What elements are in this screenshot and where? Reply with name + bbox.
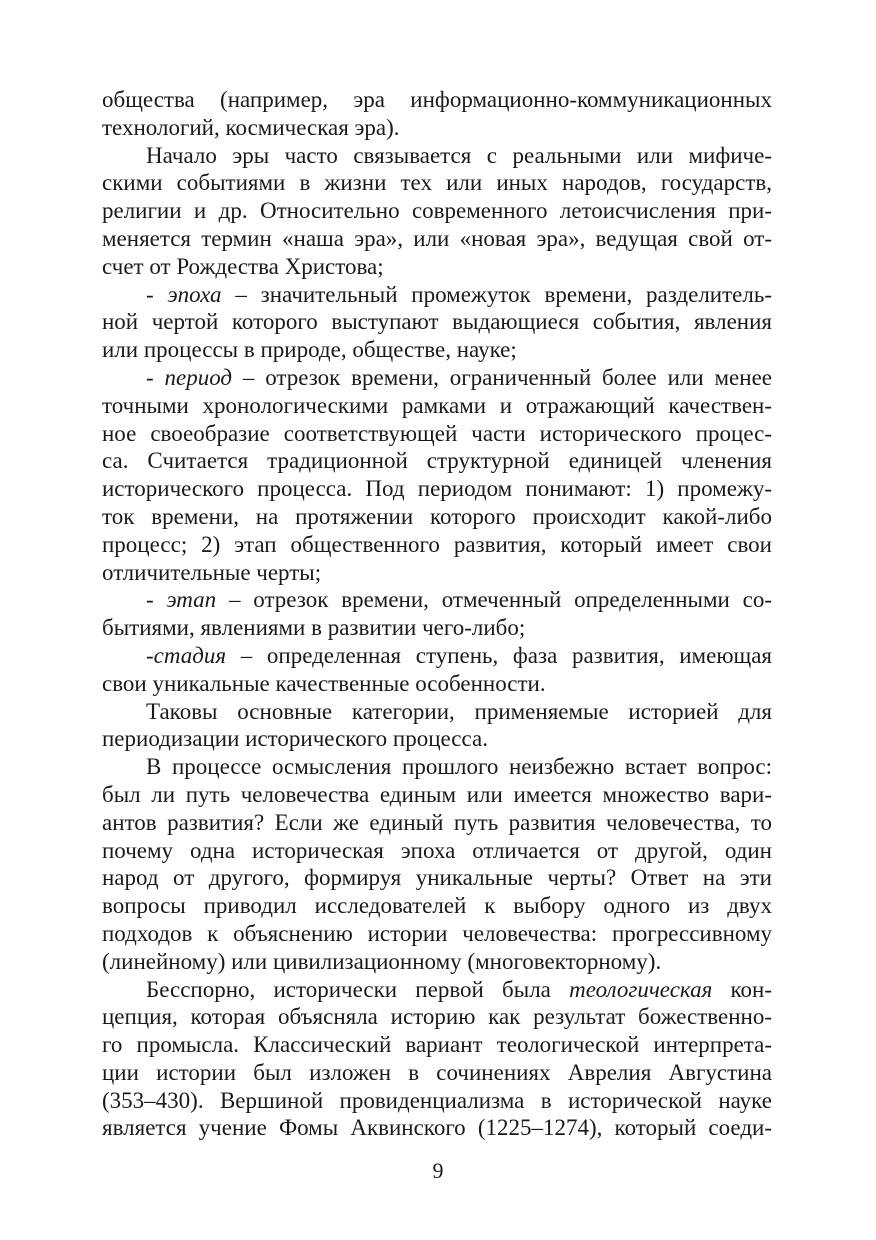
text-line: антов развития? Если же единый путь развития человечества, то [102,809,772,835]
paragraph-era-examples [102,86,772,142]
paragraph-approaches-question [102,753,772,975]
text-line: точными хронологическими рамками и отражающий качествен- [102,392,772,418]
term-period: период [164,364,233,390]
text-line: В процессе осмысления прошлого неизбежно встает вопрос: [146,754,772,780]
text-line: ции истории был изложен в сочинениях Аврелия Августина [102,1059,772,1085]
text-line: общества (например, эра информационно-коммуникационных [102,87,772,112]
text-line: Начало эры часто связывается с реальными или мифиче- [146,142,772,168]
text-line: был ли путь человечества единым или имеется множество вари- [102,781,772,807]
text-line: технологий, космическая эра). [102,114,400,140]
text-line: народ от другого, формируя уникальные черты? Ответ на эти [102,865,772,891]
text-line: религии и др. Относительно современного летоисчисления при- [102,198,772,224]
text-line: ной чертой которого выступают выдающиеся события, явления [102,309,772,335]
text-line: -стадия – определенная ступень, фаза развития, имеющая [146,642,772,668]
term-epoch: эпоха [167,281,222,307]
paragraph-stage-definition [102,586,772,642]
term-stage: этап [166,587,217,613]
paragraph-period-definition [102,364,772,586]
term-theological: теологическая [569,976,713,1002]
text-line: или процессы в природе, обществе, науке; [102,337,517,363]
text-line: процесс; 2) этап общественного развития, который имеет свои [102,531,772,557]
text-line: счет от Рождества Христова; [102,253,384,279]
text-line: подходов к объяснению истории человечества: прогрессивному [102,920,772,946]
text-line: Таковы основные категории, применяемые историей для [146,698,772,724]
text-line: - эпоха – значительный промежуток времени, разделитель- [146,281,772,307]
text-line: са. Считается традиционной структурной единицей членения [102,448,772,474]
text-line: отличительные черты; [102,559,322,585]
text-line: является учение Фомы Аквинского (1225–1274), который соеди- [102,1115,772,1141]
text-fragment: – отрезок времени, ограниченный более или менее [232,364,772,390]
text-line: свои уникальные качественные особенности. [102,670,546,696]
text-line: го промысла. Классический вариант теологической интерпрета- [102,1032,772,1058]
paragraph-epoch-definition [102,281,772,364]
text-line: (353–430). Вершиной провиденциализма в исторической науке [102,1087,772,1113]
text-line: бытиями, явлениями в развитии чего-либо; [102,615,526,641]
text-line: исторического процесса. Под периодом понимают: 1) промежу- [102,476,772,502]
term-phase: стадия [153,642,227,668]
text-fragment: – определенная ступень, фаза развития, имеющая [226,642,772,668]
text-line: - период – отрезок времени, ограниченный более или менее [146,364,772,390]
paragraph-theological-concept [102,976,772,1143]
text-fragment: – значительный промежуток времени, разделитель- [221,281,772,307]
text-line: ток времени, на протяжении которого происходит какой-либо [102,503,772,529]
text-line: цепция, которая объясняла историю как результат божественно- [102,1004,772,1030]
text-line: скими событиями в жизни тех или иных народов, государств, [102,170,772,196]
paragraph-phase-definition [102,642,772,698]
text-line: вопросы приводил исследователей к выбору одного из двух [102,893,772,919]
text-line: меняется термин «наша эра», или «новая эра», ведущая свой от- [102,225,772,251]
paragraph-era-beginning [102,142,772,281]
paragraph-categories-summary [102,698,772,754]
text-line: почему одна историческая эпоха отличается от другой, один [102,837,772,863]
text-line: периодизации исторического процесса. [102,726,488,752]
text-fragment: Бесспорно, исторически первой была [146,976,570,1002]
text-line: (линейному) или цивилизационному (многовекторному). [102,948,662,974]
text-fragment: – отрезок времени, отмеченный определенными со- [216,587,772,613]
text-line: ное своеобразие соответствующей части исторического процес- [102,420,772,446]
text-fragment: кон- [712,976,772,1002]
text-line [102,976,772,1004]
page-number: 9 [432,1158,444,1183]
text-line: - этап – отрезок времени, отмеченный определенными со- [146,587,772,613]
page-body [102,86,772,1142]
